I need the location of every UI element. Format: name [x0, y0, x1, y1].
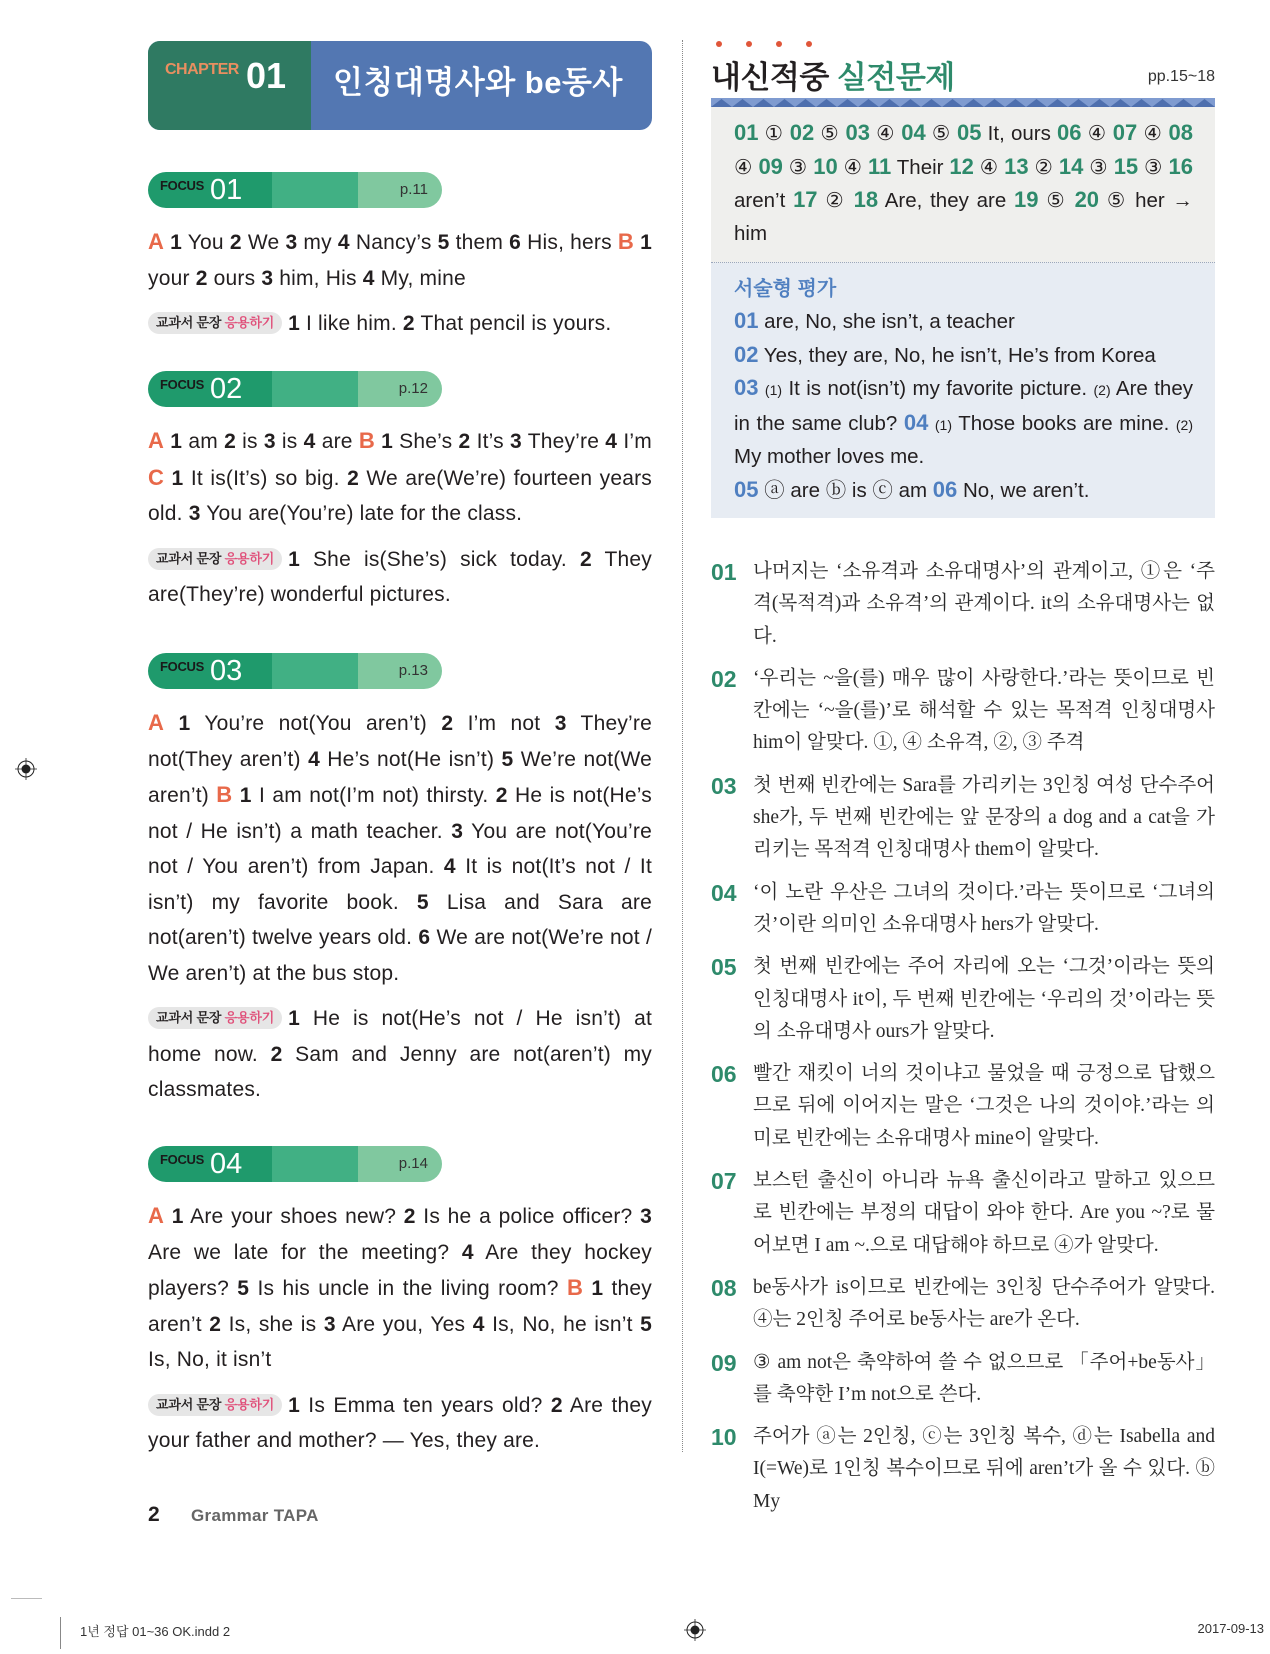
emphasis-dot: [746, 41, 752, 47]
answer-text: ⑤: [814, 122, 846, 145]
explanation-item: [711, 663, 1215, 760]
answer-text: ours: [207, 266, 262, 290]
item-number: 2: [458, 430, 471, 453]
answer-text: ④: [734, 155, 759, 179]
item-number: 5: [237, 1277, 250, 1300]
answer-text: ④: [973, 155, 1005, 179]
registration-mark-icon: [684, 1619, 706, 1641]
answer-text: His, hers: [521, 231, 618, 254]
item-number: 02: [734, 341, 759, 367]
answer-text: ①: [758, 122, 790, 145]
item-number: 03: [734, 375, 759, 400]
item-number: 1: [288, 312, 300, 335]
explanation-item: [711, 1347, 1215, 1412]
item-number: 1: [239, 784, 252, 807]
focus-page: p.14: [398, 1155, 428, 1172]
focus-bar: [148, 653, 442, 689]
answer-text: Is his uncle in the living room?: [249, 1277, 567, 1300]
explanation-item: [711, 877, 1215, 942]
focus-number: 04: [210, 1148, 243, 1180]
answer-text: Yes, they are, No, he isn’t, He’s from Korea: [758, 343, 1156, 367]
explanation-item: [711, 770, 1215, 867]
explanation-item: [711, 1421, 1215, 1518]
item-number: 02: [789, 120, 815, 145]
textbook-badge-label-accent: 응용하기: [224, 550, 275, 566]
answer-text: We are not(We’re not / We aren’t) at the bus stop.: [148, 926, 652, 985]
item-number: 09: [758, 153, 783, 179]
item-number: 3: [323, 1312, 336, 1336]
item-number: 2: [209, 1312, 222, 1336]
item-number: 4: [472, 1312, 485, 1336]
explanation-number: 07: [711, 1168, 737, 1195]
answer-text: Sam and Jenny are not(aren’t) my classmates.: [148, 1042, 653, 1101]
item-number: 2: [441, 712, 454, 735]
answer-text: You: [182, 231, 230, 254]
focus-answers: [148, 705, 652, 991]
item-number: 05: [957, 120, 982, 145]
answer-text: Are, they are: [878, 189, 1015, 212]
item-number: 2: [270, 1042, 283, 1066]
answer-text: I’m: [617, 430, 652, 453]
focus-number: 01: [210, 174, 243, 206]
focus-section: [148, 172, 652, 342]
answer-text: are: [315, 430, 359, 453]
item-number: 5: [501, 747, 514, 771]
textbook-badge: [148, 1394, 282, 1416]
answer-text: No, we aren’t.: [957, 478, 1090, 502]
answer-text: Are we late for the meeting?: [148, 1240, 462, 1264]
explanation-number: 10: [711, 1424, 737, 1451]
answer-text: We: [241, 231, 286, 254]
explanation-number: 04: [711, 879, 737, 906]
item-number: 4: [303, 430, 316, 453]
item-number: 18: [853, 187, 879, 212]
answer-text: They’re not(They aren’t): [148, 712, 652, 771]
textbook-badge-label: 교과서 문장: [156, 1396, 222, 1412]
item-number: 04: [901, 120, 926, 145]
item-number: 1: [288, 1007, 300, 1030]
essay-answer: [734, 474, 1193, 508]
focus-answers: [148, 224, 652, 296]
focus-bar: [148, 172, 442, 208]
item-number: 4: [605, 430, 618, 453]
answer-text: ④: [837, 155, 868, 179]
explanation-number: 02: [711, 665, 737, 692]
item-number: 4: [443, 855, 456, 878]
focus-label: FOCUS: [160, 377, 205, 392]
part-letter: B: [566, 1275, 584, 1300]
textbook-badge-label: 교과서 문장: [156, 550, 222, 566]
textbook-badge-label-accent: 응용하기: [224, 1396, 275, 1412]
item-number: 06: [932, 476, 958, 502]
answer-text: is: [275, 430, 304, 453]
triangle-strip: [711, 98, 1215, 107]
focus-section: [148, 653, 652, 1108]
item-number: 3: [188, 502, 201, 525]
crop-mark: [60, 1617, 61, 1649]
answer-text: Are they your father and mother? — Yes, they are.: [148, 1393, 653, 1452]
answer-text: Is, she is: [221, 1312, 324, 1336]
answer-text: is: [235, 430, 264, 453]
item-number: 2: [495, 784, 508, 807]
item-number: 6: [418, 926, 431, 949]
essay-answer: [734, 305, 1193, 339]
answer-text: Are you, Yes: [335, 1312, 473, 1336]
explanation-item: [711, 1058, 1215, 1155]
item-number: 14: [1058, 153, 1084, 179]
crop-mark: [11, 1598, 42, 1599]
explanation-number: 06: [711, 1061, 737, 1088]
part-letter: A: [148, 1203, 165, 1228]
item-number: 3: [261, 266, 274, 290]
essay-answer: [734, 372, 1193, 474]
answer-text: ⑤ her → him: [734, 189, 1193, 245]
explanations: [711, 556, 1215, 1528]
answer-text: He is not(He’s not / He isn’t) a math teacher.: [148, 784, 652, 843]
answer-text: That pencil is yours.: [414, 312, 612, 335]
item-number: 3: [263, 430, 276, 453]
item-number: 1: [171, 466, 184, 490]
chapter-number-block: [148, 41, 311, 130]
textbook-sentences: [148, 306, 652, 342]
practice-title-green: 실전문제: [836, 60, 955, 95]
textbook-badge-label: 교과서 문장: [156, 1010, 222, 1025]
answer-text: am: [182, 430, 225, 453]
item-number: 1: [178, 712, 191, 735]
answer-text: He’s not(He isn’t): [319, 747, 502, 771]
explanation-text: ③ am not은 축약하여 쓸 수 없으므로 「주어+be동사」를 축약한 I’m not으로 쓴다.: [753, 1351, 1215, 1405]
item-number: 2: [229, 231, 242, 254]
answer-text: It is(It’s) so big.: [183, 466, 348, 490]
answer-text: I’m not: [453, 712, 555, 735]
answer-text: They’re: [521, 430, 606, 453]
textbook-badge-label: 교과서 문장: [156, 315, 222, 330]
item-number: 1: [170, 231, 183, 254]
answer-text: Is Emma ten years old?: [299, 1393, 551, 1417]
answer-text: It is not(isn’t) my favorite picture.: [782, 377, 1094, 400]
chapter-header: [148, 41, 652, 130]
item-number: 13: [1004, 153, 1029, 179]
sub-number: (1): [934, 416, 953, 433]
answer-text: Nancy’s: [349, 231, 438, 254]
explanation-number: 03: [711, 772, 737, 799]
item-number: 15: [1113, 153, 1139, 179]
sub-number: (1): [764, 382, 783, 398]
explanation-item: [711, 1165, 1215, 1262]
answer-text: We’re not(We aren’t): [148, 747, 652, 807]
explanation-item: [711, 951, 1215, 1048]
item-number: 6: [509, 231, 522, 254]
textbook-badge: [148, 312, 282, 334]
focus-bar: [148, 371, 442, 407]
focus-bar: [148, 1146, 442, 1182]
answer-text: You are not(You’re not / You aren’t) from Japan.: [148, 819, 652, 878]
part-letter: C: [148, 464, 165, 490]
answer-text: ②: [1028, 155, 1059, 179]
answer-text: ③: [1083, 155, 1114, 179]
answer-text: my: [297, 231, 338, 254]
practice-title-black: 내신적중: [711, 60, 829, 95]
part-letter: B: [358, 428, 375, 453]
answer-text: [232, 784, 239, 807]
explanation-text: ‘우리는 ~을(를) 매우 많이 사랑한다.’라는 뜻이므로 빈칸에는 ‘~을(를)’로 해석할 수 있는 목적격 인칭대명사 him이 알맞다. ①, ④ 소유격, ②, ③ 주격: [753, 667, 1215, 754]
chapter-title: 인칭대명사와 be동사: [333, 65, 623, 100]
answer-text: Are your shoes new?: [183, 1205, 404, 1228]
explanation-item: [711, 1272, 1215, 1337]
item-number: 2: [403, 1205, 416, 1228]
item-number: 2: [550, 1393, 563, 1417]
textbook-badge-label-accent: 응용하기: [224, 315, 275, 330]
answer-text: aren’t: [734, 189, 794, 212]
focus-page: p.13: [398, 662, 428, 679]
explanation-number: 08: [711, 1274, 737, 1301]
focus-answers: [148, 1198, 652, 1378]
focus-page: p.12: [398, 380, 428, 397]
item-number: 16: [1168, 153, 1193, 179]
answer-text: Is, No, it isn’t: [148, 1348, 272, 1371]
focus-section: [148, 371, 652, 613]
item-number: 04: [903, 409, 929, 435]
item-number: 3: [640, 1205, 652, 1228]
answer-text: Is he a police officer?: [415, 1205, 641, 1228]
answer-text: She is(She’s) sick today.: [299, 547, 580, 571]
item-number: 10: [813, 153, 838, 179]
chapter-number: 01: [246, 55, 287, 96]
answer-text: your: [148, 266, 196, 290]
explanation-text: 나머지는 ‘소유격과 소유대명사’의 관계이고, ①은 ‘주격(목적격)과 소유격’의 관계이다. it의 소유대명사는 없다.: [753, 561, 1215, 647]
answer-text: ⓐ are ⓑ is ⓒ am: [758, 478, 933, 502]
textbook-sentences: [148, 1001, 652, 1108]
item-number: 1: [170, 430, 183, 453]
column-divider: [682, 40, 683, 1452]
answer-text: Those books are mine.: [952, 411, 1176, 435]
item-number: 1: [640, 231, 652, 254]
answer-box: [711, 98, 1215, 518]
item-number: 01: [734, 120, 759, 145]
item-number: 3: [285, 231, 298, 254]
item-number: 19: [1014, 187, 1039, 212]
answer-text: ④: [1137, 122, 1169, 145]
textbook-badge: [148, 1007, 282, 1029]
item-number: 17: [793, 187, 818, 212]
item-number: 4: [308, 747, 320, 771]
answer-text: It’s: [470, 430, 511, 453]
item-number: 2: [579, 547, 592, 571]
item-number: 1: [288, 1393, 300, 1417]
sub-number: (2): [1175, 416, 1194, 433]
explanation-text: 첫 번째 빈칸에는 주어 자리에 오는 ‘그것’이라는 뜻의 인칭대명사 it이, 두 번째 빈칸에는 ‘우리의 것’이라는 뜻의 소유대명사 ours가 알맞다.: [753, 956, 1215, 1042]
item-number: 03: [845, 120, 870, 145]
essay-title: 서술형 평가: [734, 278, 837, 300]
answer-text: Their: [891, 155, 950, 179]
page-number: 2: [148, 1503, 160, 1526]
answer-text: them: [449, 231, 510, 254]
answer-text: They are(They’re) wonderful pictures.: [148, 547, 652, 606]
focus-answers: [148, 423, 652, 532]
answer-text: Are they in the same club?: [734, 377, 1193, 435]
item-number: 05: [734, 476, 759, 502]
textbook-sentences: [148, 1388, 652, 1459]
part-letter: A: [148, 428, 165, 453]
answer-text: My mother loves me.: [734, 445, 925, 468]
explanation-text: 첫 번째 빈칸에는 Sara를 가리키는 3인칭 여성 단수주어 she가, 두 번째 빈칸에는 앞 문장의 a dog and a cat을 가리키는 목적격 인칭대명사 them이 알맞다.: [753, 774, 1215, 861]
item-number: 3: [510, 430, 522, 453]
print-date: 2017-09-13: [1197, 1621, 1264, 1636]
practice-pages: pp.15~18: [1147, 68, 1215, 85]
registration-mark-icon: [15, 758, 37, 780]
item-number: 11: [868, 153, 892, 179]
answer-text: ③: [1138, 155, 1169, 179]
answer-text: You are(You’re) late for the class.: [200, 502, 523, 525]
answer-text: I am not(I’m not) thirsty.: [251, 784, 496, 807]
answer-text: ⑤: [1038, 189, 1075, 212]
item-number: 2: [347, 466, 359, 490]
answer-text: Lisa and Sara are not(aren’t) twelve years old.: [148, 890, 652, 949]
item-number: 3: [554, 712, 567, 735]
practice-title: [711, 52, 955, 97]
part-letter: B: [617, 229, 634, 254]
answer-text: ④: [869, 122, 902, 145]
answer-text: Are they hockey players?: [148, 1240, 652, 1300]
item-number: 5: [640, 1312, 653, 1336]
item-number: 07: [1112, 120, 1138, 145]
item-number: 12: [949, 153, 974, 179]
item-number: 20: [1074, 187, 1100, 212]
item-number: 4: [362, 266, 375, 290]
part-letter: A: [148, 229, 165, 254]
item-number: 1: [381, 430, 394, 453]
answer-text: It is not(It’s not / It isn’t) my favorite book.: [148, 855, 653, 914]
focus-number: 03: [210, 655, 243, 687]
answer-text: ②: [817, 189, 854, 212]
emphasis-dot: [776, 41, 782, 47]
answer-text: [164, 1205, 172, 1228]
explanation-item: [711, 556, 1215, 653]
answer-text: him, His: [273, 266, 363, 290]
explanation-text: be동사가 is이므로 빈칸에는 3인칭 단수주어가 알맞다. ④는 2인칭 주어로 be동사는 are가 온다.: [753, 1276, 1215, 1331]
answer-text: are, No, she isn’t, a teacher: [758, 310, 1015, 333]
explanation-text: ‘이 노란 우산은 그녀의 것이다.’라는 뜻이므로 ‘그녀의 것’이란 의미인 소유대명사 hers가 알맞다.: [753, 881, 1215, 935]
explanation-text: 주어가 ⓐ는 2인칭, ⓒ는 3인칭 복수, ⓓ는 Isabella and I(=We)로 1인칭 복수이므로 뒤에 aren’t가 올 수 있다. ⓑ My: [753, 1426, 1215, 1512]
answer-text: they aren’t: [148, 1277, 652, 1336]
explanation-number: 01: [711, 559, 737, 585]
sub-number: (2): [1093, 382, 1111, 398]
answer-text: You’re not(You aren’t): [190, 712, 442, 735]
explanation-number: 05: [711, 954, 737, 981]
answer-text: Is, No, he isn’t: [484, 1312, 641, 1336]
item-number: 5: [437, 231, 450, 254]
item-number: 1: [288, 547, 300, 571]
focus-page: p.11: [399, 181, 428, 198]
item-number: 2: [195, 266, 208, 290]
focus-section: [148, 1146, 652, 1459]
focus-number: 02: [210, 373, 243, 405]
textbook-badge: [148, 548, 282, 570]
item-number: 08: [1168, 120, 1194, 145]
item-number: 5: [416, 890, 429, 914]
answer-text: He is not(He’s not / He isn’t) at home now.: [148, 1007, 652, 1066]
objective-answers-text: [734, 117, 1193, 250]
part-letter: A: [148, 710, 165, 735]
part-letter: B: [216, 782, 233, 807]
textbook-sentences: [148, 542, 652, 613]
item-number: 4: [461, 1240, 474, 1264]
item-number: 1: [591, 1277, 604, 1300]
answer-text: I like him.: [299, 312, 403, 335]
item-number: 2: [224, 430, 236, 453]
answer-text: She’s: [393, 430, 459, 453]
item-number: 1: [171, 1205, 184, 1228]
answer-text: ⑤: [925, 122, 957, 145]
focus-label: FOCUS: [160, 659, 205, 674]
file-slug: 1년 정답 01~36 OK.indd 2: [80, 1624, 231, 1639]
textbook-badge-label-accent: 응용하기: [224, 1010, 275, 1025]
answer-text: We are(We’re) fourteen years old.: [148, 466, 653, 525]
explanation-text: 보스턴 출신이 아니라 뉴욕 출신이라고 말하고 있으므로 빈칸에는 부정의 대답이 와야 한다. Are you ~?로 물어보면 I am ~.으로 대답해야 하므로 ④가 알맞다.: [753, 1170, 1215, 1256]
objective-answers: [711, 107, 1215, 263]
item-number: 3: [451, 819, 464, 843]
chapter-label: CHAPTER: [165, 61, 239, 78]
book-title: Grammar TAPA: [191, 1506, 319, 1525]
item-number: 01: [734, 308, 759, 333]
answer-text: It, ours: [981, 122, 1058, 145]
explanation-number: 09: [711, 1349, 737, 1376]
focus-label: FOCUS: [160, 178, 205, 193]
answer-text: [164, 712, 178, 735]
emphasis-dot: [806, 41, 812, 47]
explanation-text: 빨간 재킷이 너의 것이냐고 물었을 때 긍정으로 답했으므로 뒤에 이어지는 말은 ‘그것은 나의 것이야.’라는 의미로 빈칸에는 소유대명사 mine이 알맞다.: [753, 1063, 1215, 1149]
emphasis-dot: [716, 41, 722, 47]
answer-text: My, mine: [374, 266, 466, 290]
answer-text: [164, 467, 171, 490]
focus-label: FOCUS: [160, 1152, 205, 1167]
item-number: 2: [402, 312, 415, 335]
answer-text: ④: [1081, 122, 1113, 145]
essay-answers: [711, 263, 1215, 518]
item-number: 06: [1057, 120, 1082, 145]
essay-answer: [734, 339, 1193, 373]
item-number: 4: [337, 231, 350, 254]
answer-text: ③: [782, 155, 814, 179]
